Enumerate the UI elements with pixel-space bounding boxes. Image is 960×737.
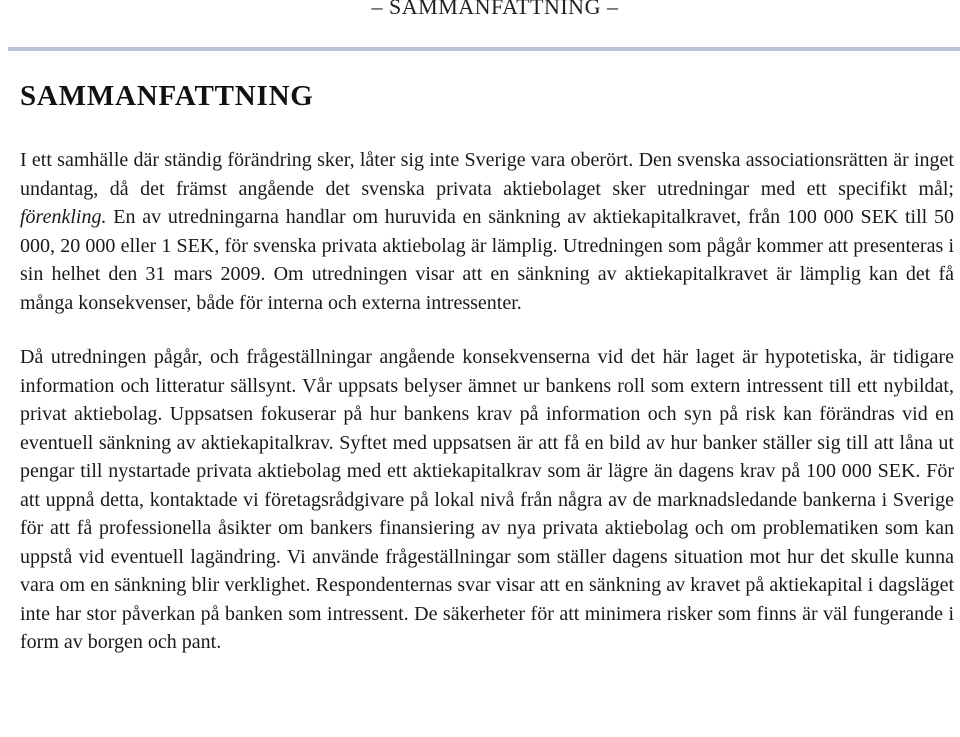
paragraph-intro-text-start: I ett samhälle där ständig förändring sker, låter sig inte Sverige vara oberört. Den svenska associationsrätten är inget undantag, då det främst angående det svenska privata aktiebolaget sker utredningar med ett specifikt mål; bbox=[20, 149, 954, 200]
paragraph-intro-text-end: En av utredningarna handlar om huruvida en sänkning av aktiekapitalkravet, från 100 000 SEK till 50 000, 20 000 eller 1 SEK, för svenska privata aktiebolag är lämplig. Utredningen som pågår kommer att presenteras i sin helhet den 31 mars 2009. Om utredningen visar att en sänkning av aktiekapitalkravet är lämplig kan det få många konsekvenser, både för interna och externa intressenter. bbox=[20, 206, 954, 314]
paragraph-method: Då utredningen pågår, och frågeställningar angående konsekvenserna vid det här laget är hypotetiska, är tidigare information och litteratur sällsynt. Vår uppsats belyser ämnet ur bankens roll som extern intressent till ett nybildat, privat aktiebolag. Uppsatsen fokuserar på hur bankens krav på information och syn på risk kan förändras vid en eventuell sänkning av aktiekapitalkrav. Syftet med uppsatsen är att få en bild av hur banker ställer sig till att låna ut pengar till nystartade privata aktiebolag med ett aktiekapitalkrav som är lägre än dagens krav på 100 000 SEK. För att uppnå detta, kontaktade vi företagsrådgivare på lokal nivå från några av de marknadsledande bankerna i Sverige för att få professionella åsikter om bankers finansiering av nya privata aktiebolag och om problematiken som kan uppstå vid eventuell lagändring. Vi använde frågeställningar som ställer dagens situation mot hur det skulle kunna vara om en sänkning blir verklighet. Respondenternas svar visar att en sänkning av kravet på aktiekapital i dagsläget inte har stor påverkan på banken som intressent. De säkerheter för att minimera risker som finns är väl fungerande i form av borgen och pant. bbox=[20, 346, 954, 653]
running-header: – SAMMANFATTNING – bbox=[371, 0, 619, 19]
page-title: SAMMANFATTNING bbox=[20, 80, 314, 112]
paragraph-intro bbox=[20, 146, 954, 317]
emphasis-forenkling: förenkling. bbox=[20, 206, 107, 228]
document-body bbox=[20, 146, 954, 657]
header-divider bbox=[8, 47, 960, 51]
